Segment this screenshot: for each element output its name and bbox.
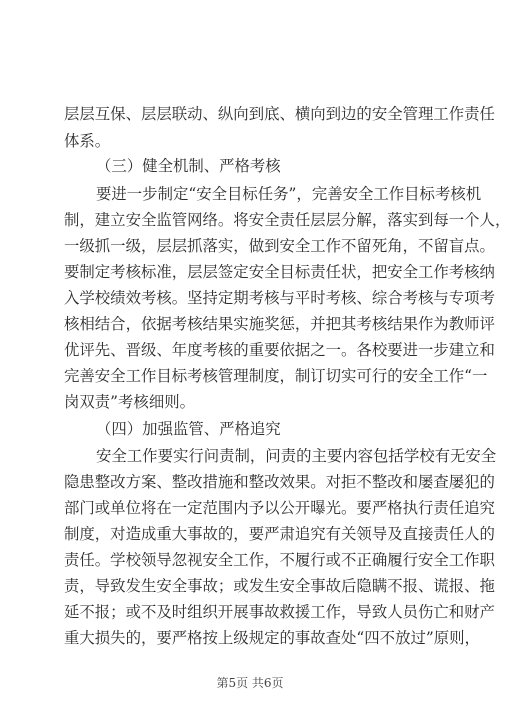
body-text-line: 层层互保、层层联动、纵向到底、横向到边的安全管理工作责任 [64,105,495,123]
body-text-line: 优评先、晋级、年度考核的重要依据之一。各校要进一步建立和 [64,341,495,359]
body-text-line: 部门或单位将在一定范围内予以公开曝光。要严格执行责任追究 [64,499,495,517]
page-number-footer: 第5页 共6页 [216,676,284,690]
body-text-line: 制度，对造成重大事故的，要严肃追究有关领导及直接责任人的 [64,525,495,543]
body-text-line: 完善安全工作目标考核管理制度，制订切实可行的安全工作“一 [64,367,488,385]
body-text-line: 一级抓一级，层层抓落实，做到安全工作不留死角，不留盲点。 [64,237,495,255]
body-text-line: 要进一步制定“安全目标任务”，完善安全工作目标考核机 [96,185,482,203]
body-text-line: 隐患整改方案、整改措施和整改效果。对拒不整改和屡查屡犯的 [64,473,495,491]
body-text-line: 要制定考核标准，层层签定安全目标责任状，把安全工作考核纳 [64,263,495,281]
body-text-line: 入学校绩效考核。坚持定期考核与平时考核、综合考核与专项考 [64,289,495,307]
body-text-line: 责任。学校领导忽视安全工作，不履行或不正确履行安全工作职 [64,551,495,569]
body-text-line: 岗双责”考核细则。 [64,393,195,411]
body-text-line: 延不报；或不及时组织开展事故救援工作，导致人员伤亡和财产 [64,603,495,621]
section-heading-3: （三）健全机制、严格考核 [96,157,281,175]
body-text-line: 责，导致发生安全事故；或发生安全事故后隐瞒不报、谎报、拖 [64,577,495,595]
body-text-line: 核相结合，依据考核结果实施奖惩，并把其考核结果作为教师评 [64,315,495,333]
body-text-line: 重大损失的，要严格按上级规定的事故查处“四不放过”原则， [64,629,480,647]
body-text-line: 制，建立安全监管网络。将安全责任层层分解，落实到每一个人， [64,211,510,229]
body-text-line: 安全工作要实行问责制，问责的主要内容包括学校有无安全 [96,447,497,465]
section-heading-4: （四）加强监管、严格追究 [96,420,281,438]
body-text-line: 体系。 [64,132,111,150]
